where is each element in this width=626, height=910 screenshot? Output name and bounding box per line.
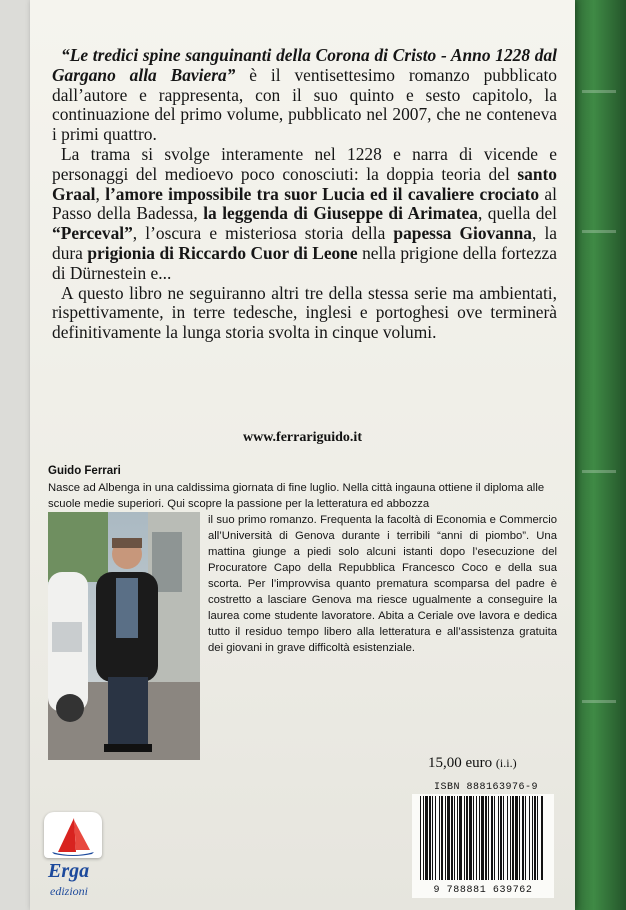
price: 15,00 euro (i.i.) [428,755,517,771]
barcode-bar [491,796,493,880]
barcode-bar [429,796,431,880]
barcode-bar [445,796,446,880]
author-photo [48,512,200,760]
barcode-bar [423,796,424,880]
barcode-bar [507,796,508,880]
barcode-bar [525,796,526,880]
back-cover [30,0,575,910]
publisher-logo-emblem [44,812,102,858]
barcode-bar [485,796,487,880]
barcode [412,794,554,898]
blurb-paragraph-1: “Le tredici spine sanguinanti della Corona di Cristo - Anno 1228 dal Gargano alla Baviera” è il ventisettesimo romanzo pubblicato dall’autore e rappresenta, con il suo quinto e sesto capitolo, la continuazione del primo volume, pubblicato nel 2007, che ne conteneva i primi quattro. [52,45,557,145]
barcode-bar [515,796,518,880]
publisher-subtitle: edizioni [50,884,88,898]
book-title-quote: “Le tredici spine sanguinanti della Corona di Cristo - Anno 1228 dal Gargano alla Baviera” [52,45,557,85]
barcode-bar [494,796,495,880]
blurb-paragraph-3: A questo libro ne seguiranno altri tre della stessa serie ma ambientati, rispettivamente, in terre tedesche, inglesi e portoghesi ove terminerà definitivamente la lunga storia svolta in cinque volumi. [52,282,557,343]
blurb-paragraph-2: La trama si svolge interamente nel 1228 e narra di vicende e personaggi del medioevo poco conosciuti: la doppia teoria del santo Graal, l’amore impossibile tra suor Lucia ed il cavaliere crociato al Passo della Badessa, la leggenda di Giuseppe di Arimatea, quella del “Perceval”, l’oscura e misteriosa storia della papessa Giovanna, la dura prigionia di Riccardo Cuor di Leone nella prigione della fortezza di Dürnestein e... [52,143,558,283]
barcode-bar [441,796,443,880]
barcode-bar [532,796,533,880]
blurb [52,46,557,343]
barcode-bar [537,796,538,880]
barcode-bar [473,796,474,880]
barcode-bar [498,796,499,880]
barcode-bar [534,796,536,880]
barcode-bar [432,796,433,880]
barcode-digits: 9 788881 639762 [433,885,533,896]
green-spine [572,0,626,910]
barcode-bar [529,796,530,880]
barcode-bar [420,796,421,880]
barcode-bar [512,796,514,880]
barcode-bar [541,796,543,880]
barcode-bar [503,796,504,880]
barcode-bar [457,796,458,880]
barcode-bar [425,796,428,880]
barcode-bar [454,796,455,880]
author-bio: il suo primo romanzo. Frequenta la facoltà di Economia e Commercio all’Università di Genova durante i terribili “anni di piombo”. Una mattina giunge a piedi solo alcuni istanti dopo l’esecuzione del Procuratore Capo della Repubblica Francesco Coco e della sua scorta. Per l’improvvisa quanto prematura scomparsa del padre è costretto a lasciare Genova ma riesce ugualmente a conseguire la laurea come studente lavoratore. Abita a Ceriale ove lavora e dedica tutto il residuo tempo libero alla letteratura e all’assistenza gratuita dei giovani in grave difficoltà esistenziale. [208,514,557,654]
barcode-bar [519,796,520,880]
barcode-bar [500,796,502,880]
barcode-bar [488,796,489,880]
publisher-logo [38,812,122,904]
barcode-bar [510,796,511,880]
isbn-label: ISBN 888163976-9 [434,782,539,793]
barcode-bar [439,796,440,880]
barcode-bars [416,796,550,880]
barcode-bar [466,796,468,880]
barcode-bar [522,796,524,880]
author-website: www.ferrariguido.it [243,430,362,445]
author-bio-intro: Nasce ad Albenga in una caldissima giornata di fine luglio. Nella città ingauna ottiene il diploma alle scuole medie superiori. Qui scopre la passione per la letteratura ed abbozza [48,482,545,510]
barcode-bar [481,796,484,880]
barcode-bar [451,796,453,880]
barcode-bar [459,796,462,880]
author-name: Guido Ferrari [48,465,121,477]
barcode-bar [479,796,480,880]
barcode-bar [447,796,450,880]
barcode-bar [469,796,472,880]
publisher-name: Erga [48,860,90,882]
barcode-bar [464,796,465,880]
barcode-bar [435,796,436,880]
barcode-bar [476,796,477,880]
